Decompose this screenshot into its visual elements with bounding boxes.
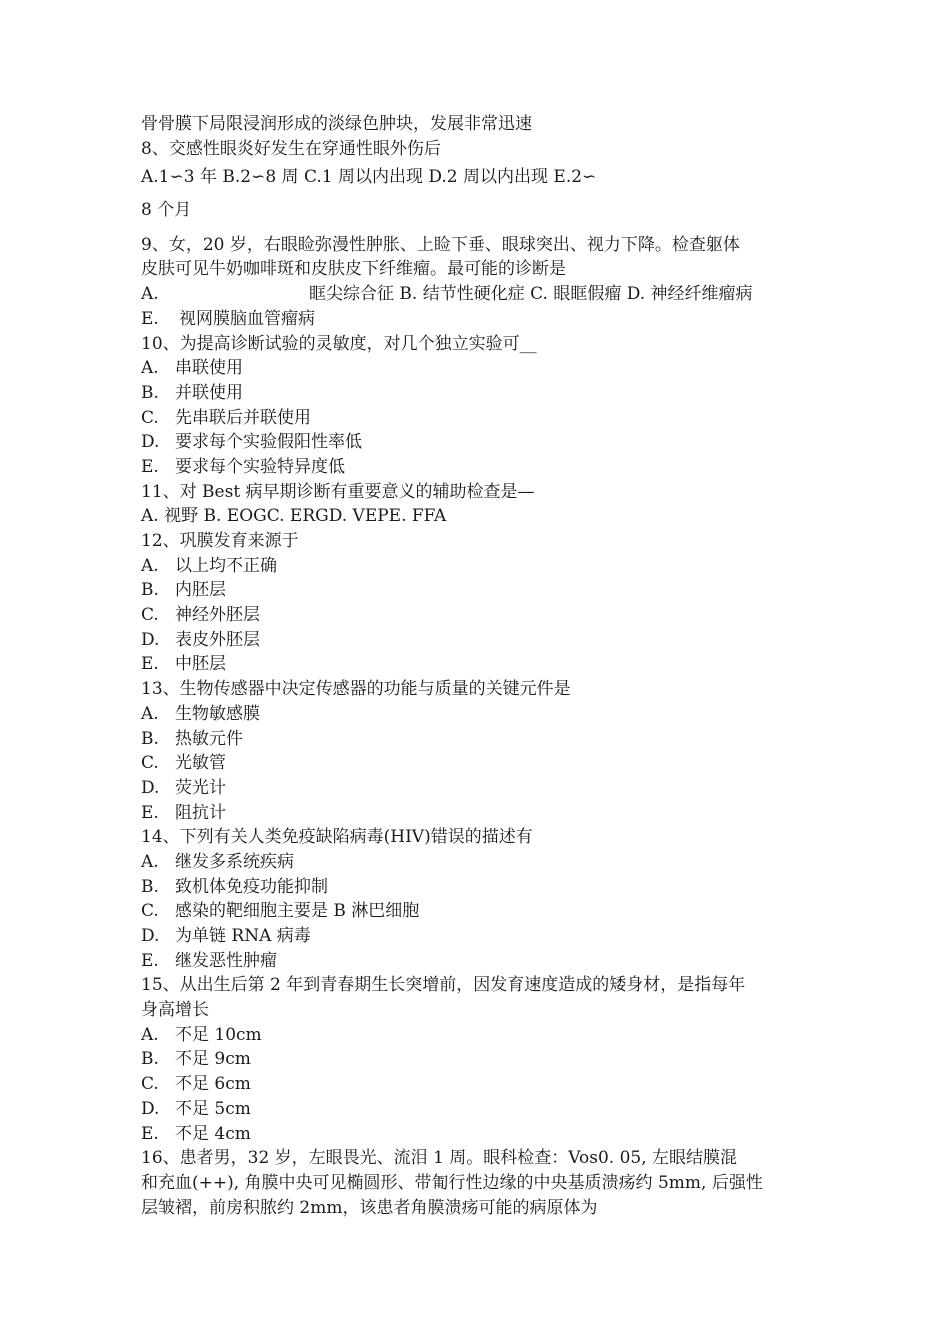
question-12-options xyxy=(141,554,816,677)
question-11-options: A. 视野 B. EOGC. ERGD. VEPE. FFA xyxy=(141,506,447,527)
option-text: 内胚层 xyxy=(175,580,226,601)
option-label: A. xyxy=(141,358,159,379)
question-16-line-2: 和充血(++), 角膜中央可见椭圆形、带匍行性边缘的中央基质溃疡约 5mm, 后强性 xyxy=(141,1172,763,1193)
option-label: B. xyxy=(141,382,159,403)
option-label: E. xyxy=(141,950,159,971)
option-text: 继发恶性肿瘤 xyxy=(175,950,277,971)
text-line: 骨骨膜下局限浸润形成的淡绿色肿块，发展非常迅速 xyxy=(141,114,532,134)
option-row xyxy=(141,430,816,455)
question-9-line-2: 皮肤可见牛奶咖啡斑和皮肤皮下纤维瘤。最可能的诊断是 xyxy=(141,259,566,280)
question-8-options-cont: 8 个月 xyxy=(141,200,192,221)
option-text: 继发多系统疾病 xyxy=(175,851,294,872)
option-label: D. xyxy=(141,432,160,453)
option-label: D. xyxy=(141,629,160,650)
option-row xyxy=(141,406,816,431)
question-16-line-1: 16、患者男，32 岁，左眼畏光、流泪 1 周。眼科检查：Vos0. 05, 左眼结膜混 xyxy=(141,1148,738,1169)
question-9-option-e xyxy=(141,307,816,332)
question-15-line-2: 身高增长 xyxy=(141,1000,209,1021)
option-text: 中胚层 xyxy=(175,654,226,675)
option-text: 不足 10cm xyxy=(175,1024,262,1045)
question-9-line-1: 9、女，20 岁，右眼睑弥漫性肿胀、上睑下垂、眼球突出、视力下降。检查躯体 xyxy=(141,234,740,255)
option-label: B. xyxy=(141,728,159,749)
option-row xyxy=(141,578,816,603)
option-row xyxy=(141,381,816,406)
option-label: C. xyxy=(141,605,159,626)
option-text: 视网膜脑血管瘤病 xyxy=(179,308,315,329)
question-8-options: A.1∽3 年 B.2∽8 周 C.1 周以内出现 D.2 周以内出现 E.2∽ xyxy=(141,167,597,188)
question-14-options xyxy=(141,850,816,973)
option-text: 不足 5cm xyxy=(175,1098,251,1119)
option-text: 荧光计 xyxy=(175,777,226,798)
option-row xyxy=(141,652,816,677)
option-row xyxy=(141,1097,816,1122)
option-label: A. xyxy=(141,703,159,724)
question-16-line-3: 层皱褶，前房积脓约 2mm，该患者角膜溃疡可能的病原体为 xyxy=(141,1197,598,1218)
option-label: E. xyxy=(141,1123,159,1144)
option-label: B. xyxy=(141,1049,159,1070)
option-row xyxy=(141,751,816,776)
option-text: 热敏元件 xyxy=(175,728,243,749)
option-text: 要求每个实验特异度低 xyxy=(175,456,345,477)
question-13: 13、生物传感器中决定传感器的功能与质量的关键元件是 xyxy=(141,679,571,700)
option-label: A. xyxy=(141,284,159,305)
document-page xyxy=(141,112,816,1220)
option-label: E. xyxy=(141,308,159,329)
option-text: 串联使用 xyxy=(175,358,243,379)
option-label: B. xyxy=(141,580,159,601)
option-row xyxy=(141,924,816,949)
option-row xyxy=(141,850,816,875)
option-label: D. xyxy=(141,1098,160,1119)
option-row xyxy=(141,1122,816,1147)
question-10-options xyxy=(141,356,816,479)
question-14: 14、下列有关人类免疫缺陷病毒(HIV)错误的描述有 xyxy=(141,827,533,848)
option-row xyxy=(141,356,816,381)
option-label: E. xyxy=(141,654,159,675)
option-row xyxy=(141,603,816,628)
option-row xyxy=(141,455,816,480)
option-row xyxy=(141,727,816,752)
option-row xyxy=(141,1047,816,1072)
option-text: 光敏管 xyxy=(175,753,226,774)
option-text: 为单链 RNA 病毒 xyxy=(175,926,311,946)
question-9-options xyxy=(141,282,816,307)
question-10: 10、为提高诊断试验的灵敏度，对几个独立实验可__ xyxy=(141,333,537,354)
option-text: 并联使用 xyxy=(175,382,243,403)
option-text: 致机体免疫功能抑制 xyxy=(175,876,328,897)
question-13-options xyxy=(141,702,816,825)
option-text: 不足 6cm xyxy=(175,1074,251,1095)
option-label: E. xyxy=(141,802,159,823)
option-row xyxy=(141,875,816,900)
option-label: C. xyxy=(141,901,159,922)
option-row xyxy=(141,628,816,653)
option-label: C. xyxy=(141,753,159,774)
question-12: 12、巩膜发育来源于 xyxy=(141,531,299,551)
question-8: 8、交感性眼炎好发生在穿通性眼外伤后 xyxy=(141,138,441,159)
option-row xyxy=(141,949,816,974)
option-text: 要求每个实验假阳性率低 xyxy=(175,432,362,453)
option-text: 以上均不正确 xyxy=(175,555,277,576)
option-text: 表皮外胚层 xyxy=(175,629,260,650)
option-label: A. xyxy=(141,851,159,872)
option-label: E. xyxy=(141,456,159,477)
option-label: C. xyxy=(141,1074,159,1095)
option-text: 眶尖综合征 B. 结节性硬化症 C. 眼眶假瘤 D. 神经纤维瘤病 xyxy=(309,284,753,305)
option-label: D. xyxy=(141,777,160,798)
option-text: 生物敏感膜 xyxy=(175,703,260,724)
option-label: D. xyxy=(141,926,160,946)
question-11: 11、对 Best 病早期诊断有重要意义的辅助检查是— xyxy=(141,481,535,502)
option-row xyxy=(141,1023,816,1048)
option-text: 神经外胚层 xyxy=(175,605,260,626)
option-row xyxy=(141,899,816,924)
option-label: C. xyxy=(141,407,159,428)
option-row xyxy=(141,702,816,727)
option-row xyxy=(141,776,816,801)
option-row xyxy=(141,801,816,826)
option-label: A. xyxy=(141,1024,159,1045)
option-label: A. xyxy=(141,555,159,576)
option-label: B. xyxy=(141,876,159,897)
option-text: 先串联后并联使用 xyxy=(175,407,311,428)
question-15-line-1: 15、从出生后第 2 年到青春期生长突增前，因发育速度造成的矮身材，是指每年 xyxy=(141,975,746,996)
option-row xyxy=(141,554,816,579)
option-text: 感染的靶细胞主要是 B 淋巴细胞 xyxy=(175,901,420,922)
question-15-options xyxy=(141,1023,816,1146)
option-text: 不足 4cm xyxy=(175,1123,251,1144)
option-text: 不足 9cm xyxy=(175,1049,251,1070)
option-text: 阻抗计 xyxy=(175,802,226,823)
option-row xyxy=(141,1072,816,1097)
